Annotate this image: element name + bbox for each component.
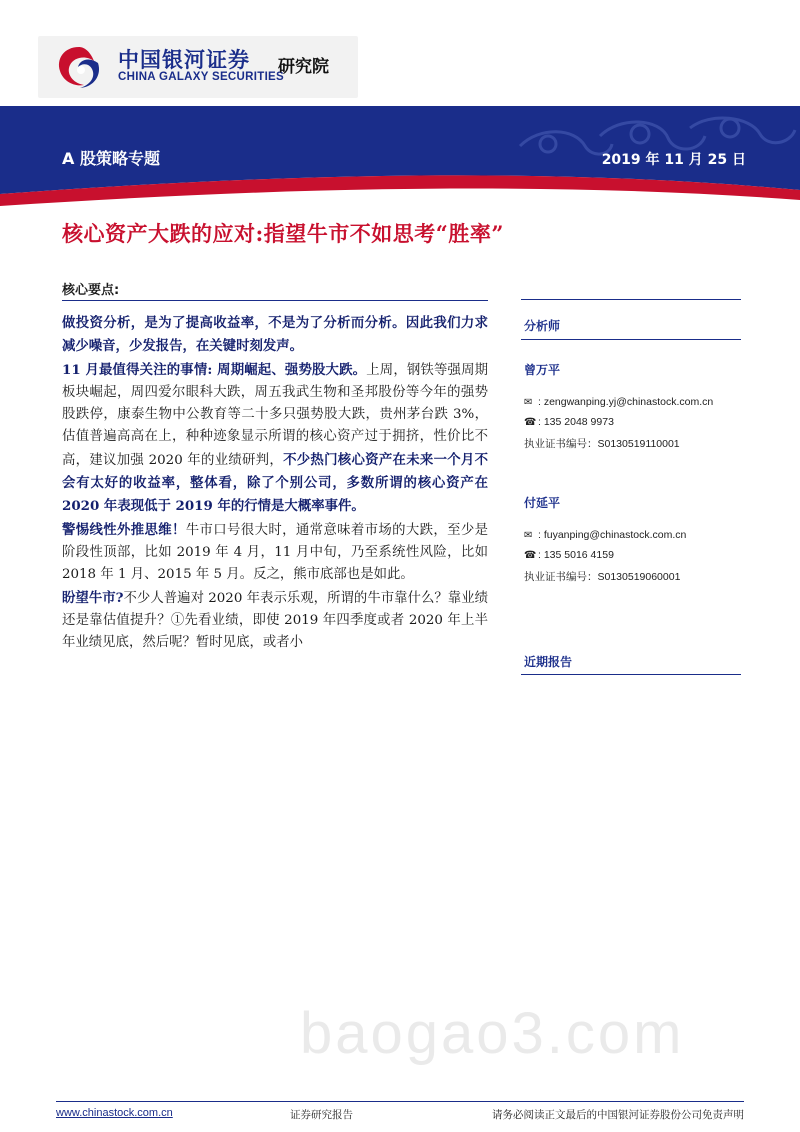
analyst-license: 执业证书编号：S0130519060001 — [524, 571, 681, 583]
analyst-email[interactable] — [524, 529, 686, 541]
paragraph-bull-lead: 盼望牛市? — [62, 589, 124, 606]
analyst-phone — [524, 549, 614, 561]
institute-label: 研究院 — [278, 57, 329, 77]
analyst-phone-text: : 135 5016 4159 — [538, 549, 614, 561]
paragraph-november — [62, 359, 488, 519]
analyst-email-text: : fuyanping@chinastock.com.cn — [538, 529, 687, 541]
paragraph-linear-lead: 警惕线性外推思维！ — [62, 521, 186, 538]
paragraph-intro — [62, 312, 488, 359]
analyst-email[interactable] — [524, 396, 713, 408]
analyst-email-text: : zengwanping.yj@chinastock.com.cn — [538, 396, 714, 408]
paragraph-november-lead: 11 月最值得关注的事情: 周期崛起、强势股大跌。 — [62, 361, 367, 378]
key-points-heading: 核心要点: — [62, 283, 120, 298]
recent-reports-divider — [521, 674, 741, 675]
recent-reports-heading: 近期报告 — [524, 655, 573, 669]
analyst-heading: 分析师 — [524, 319, 561, 333]
analyst-divider — [521, 339, 741, 340]
footer-report-type: 证券研究报告 — [290, 1109, 353, 1121]
header-logo — [38, 36, 358, 98]
key-points-divider — [62, 300, 488, 301]
paragraph-bull — [62, 587, 488, 655]
paragraph-november-conclusion: 不少热门核心资产在未来一个月不会有太好的收益率，整体看，除了个别公司，多数所谓的核心资产在 2020 年表现低于 2019 年的行情是大概率事件。 — [62, 451, 489, 515]
analyst-name: 付延平 — [524, 496, 561, 510]
report-title: 核心资产大跌的应对:指望牛市不如思考“胜率” — [62, 221, 504, 246]
paragraph-linear-text: 牛市口号很大时，通常意味着市场的大跌，至少是阶段性顶部，比如 2019 年 4 月，11 月中旬，乃至系统性风险，比如 2018 年 1 月、2015 年 5 月。反之，熊市底部也是如此。 — [62, 522, 489, 583]
paragraph-intro-text: 做投资分析，是为了提高收益率，不是为了分析而分析。因此我们力求减少噪音，少发报告，在关键时刻发声。 — [62, 315, 488, 355]
sidebar-top-divider — [521, 299, 741, 300]
paragraph-bull-text: 不少人普遍对 2020 年表示乐观，所谓的牛市靠什么？靠业绩还是靠估值提升？①先看业绩，即使 2019 年四季度或者 2020 年上半年业绩见底，然后呢？暂时见底，或者小 — [62, 590, 488, 651]
phone-icon: ☎ — [524, 417, 537, 428]
analyst-phone-text: : 135 2048 9973 — [538, 416, 614, 428]
envelope-icon: ✉ — [524, 397, 533, 408]
footer-divider — [56, 1101, 744, 1102]
paragraph-linear — [62, 519, 488, 587]
footer-disclaimer: 请务必阅读正文最后的中国银河证券股份公司免责声明 — [492, 1109, 744, 1121]
phone-icon: ☎ — [524, 550, 537, 561]
watermark: baogao3.com — [300, 1001, 685, 1066]
report-date: 2019 年 11 月 25 日 — [601, 152, 746, 168]
analyst-name: 曾万平 — [524, 363, 561, 377]
analyst-license: 执业证书编号：S0130519110001 — [524, 438, 680, 450]
analyst-phone — [524, 416, 614, 428]
paragraph-november-text: 上周，钢铁等强周期板块崛起，周四爱尔眼科大跌，周五我武生物和圣邦股份等今年的强势股跌停，康泰生物中公教育等二十多只强势股大跌，贵州茅台跌 3%，估值普遍高高在上，种种迹象显示所谓的核心资产过于拥挤，性价比不高，建议加强 2020 年的业绩研判， — [62, 362, 489, 468]
main-body — [62, 312, 488, 654]
envelope-icon: ✉ — [524, 530, 533, 541]
company-name-cn: 中国银河证券 — [118, 48, 250, 72]
company-name-en: CHINA GALAXY SECURITIES — [118, 71, 285, 83]
galaxy-logo-icon — [54, 43, 104, 91]
report-topic: A 股策略专题 — [62, 149, 160, 168]
footer-website-link[interactable]: www.chinastock.com.cn — [56, 1107, 173, 1119]
